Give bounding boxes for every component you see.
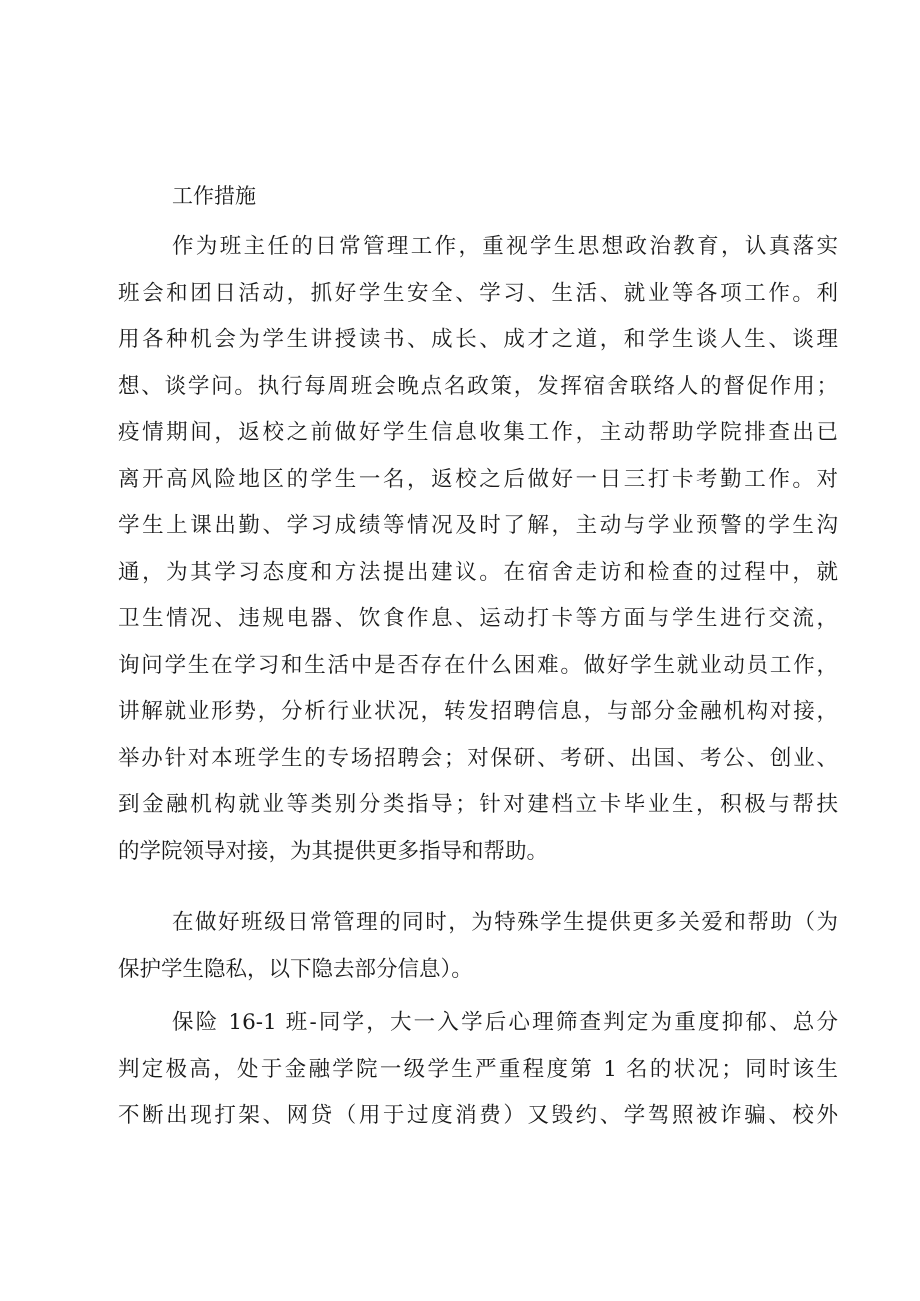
paragraph-line: 通，为其学习态度和方法提出建议。在宿舍走访和检查的过程中，就 — [118, 559, 838, 585]
paragraph-line: 询问学生在学习和生活中是否存在什么困难。做好学生就业动员工作， — [118, 652, 838, 678]
paragraph-line: 离开高风险地区的学生一名，返校之后做好一日三打卡考勤工作。对 — [118, 466, 838, 492]
paragraph-line: 卫生情况、违规电器、饮食作息、运动打卡等方面与学生进行交流， — [118, 606, 838, 631]
paragraph-line: 不断出现打架、网贷（用于过度消费）又毁约、学驾照被诈骗、校外 — [118, 1103, 838, 1128]
paragraph-line: 用各种机会为学生讲授读书、成长、成才之道，和学生谈人生、谈理 — [118, 327, 838, 352]
paragraph-student-case — [118, 1000, 838, 1140]
paragraph-line: 讲解就业形势，分析行业状况，转发招聘信息，与部分金融机构对接， — [118, 699, 838, 724]
paragraph-line: 想、谈学问。执行每周班会晚点名政策，发挥宿舍联络人的督促作用； — [118, 373, 838, 399]
paragraph-line: 的学院领导对接，为其提供更多指导和帮助。 — [118, 838, 549, 864]
paragraph-special-care — [118, 900, 838, 993]
paragraph-line: 保险 16-1 班-同学，大一入学后心理筛查判定为重度抑郁、总分 — [172, 1010, 838, 1035]
paragraph-line: 在做好班级日常管理的同时，为特殊学生提供更多关爱和帮助（为 — [172, 910, 838, 935]
section-heading: 工作措施 — [172, 184, 256, 208]
paragraph-work-measures — [118, 224, 838, 875]
paragraph-line: 学生上课出勤、学习成绩等情况及时了解，主动与学业预警的学生沟 — [118, 513, 838, 538]
paragraph-line: 保护学生隐私，以下隐去部分信息）。 — [118, 956, 473, 982]
paragraph-line: 班会和团日活动，抓好学生安全、学习、生活、就业等各项工作。利 — [118, 280, 838, 306]
paragraph-line: 判定极高，处于金融学院一级学生严重程度第 1 名的状况；同时该生 — [118, 1056, 838, 1082]
paragraph-line: 作为班主任的日常管理工作，重视学生思想政治教育，认真落实 — [172, 234, 838, 259]
paragraph-line: 疫情期间，返校之前做好学生信息收集工作，主动帮助学院排查出已 — [118, 420, 838, 445]
paragraph-line: 到金融机构就业等类别分类指导；针对建档立卡毕业生，积极与帮扶 — [118, 792, 838, 817]
paragraph-line: 举办针对本班学生的专场招聘会；对保研、考研、出国、考公、创业、 — [118, 745, 838, 771]
